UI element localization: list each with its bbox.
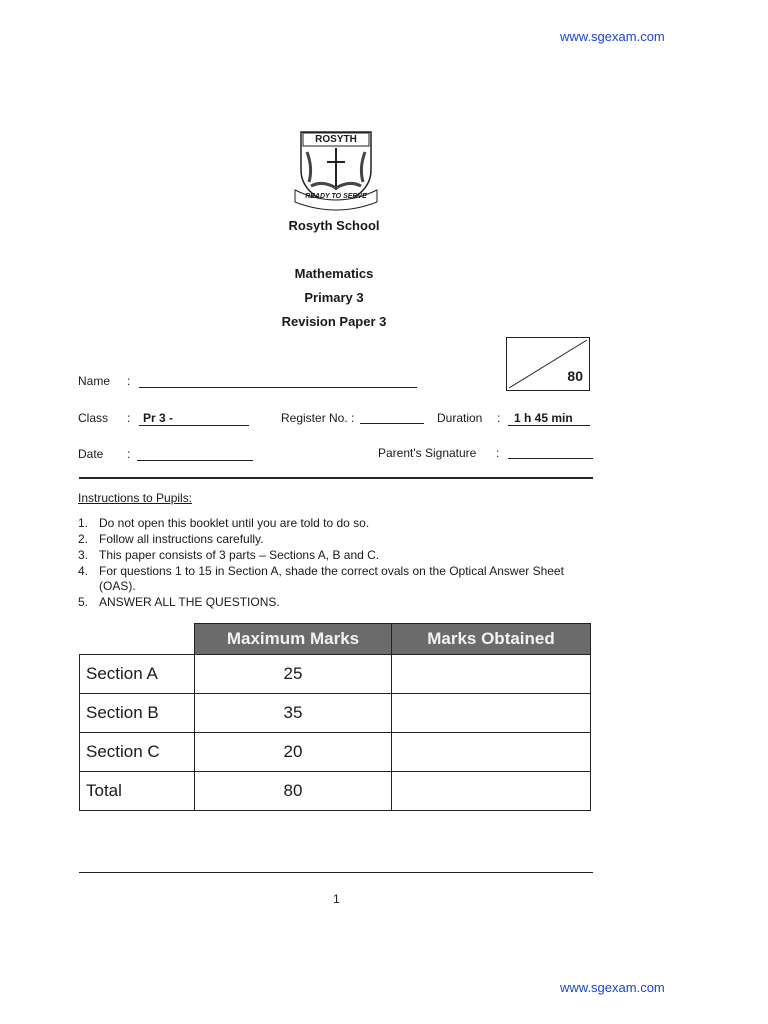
max-marks: 35 xyxy=(195,694,392,733)
instruction-text: Follow all instructions carefully. xyxy=(99,532,264,546)
class-value: Pr 3 - xyxy=(143,411,174,425)
section-name: Section B xyxy=(80,694,195,733)
date-field[interactable] xyxy=(137,460,253,461)
table-row xyxy=(80,694,591,733)
page-number: 1 xyxy=(333,892,340,906)
instruction-text: For questions 1 to 15 in Section A, shade the correct ovals on the Optical Answer Sheet (OAS). xyxy=(99,564,564,593)
colon: : xyxy=(497,411,501,425)
table-row xyxy=(80,772,591,811)
instructions-heading: Instructions to Pupils: xyxy=(78,491,193,505)
instruction-item xyxy=(78,516,598,531)
date-label: Date xyxy=(78,447,104,461)
max-marks: 20 xyxy=(195,733,392,772)
colon: : xyxy=(127,411,131,425)
instruction-number: 1. xyxy=(78,516,89,530)
section-name: Section A xyxy=(80,655,195,694)
footer-line xyxy=(79,872,593,873)
marks-table-header xyxy=(80,624,591,655)
instruction-item xyxy=(78,564,598,594)
marks-obtained-cell[interactable] xyxy=(392,733,591,772)
instruction-number: 3. xyxy=(78,548,89,562)
class-label: Class xyxy=(78,411,109,425)
max-marks: 25 xyxy=(195,655,392,694)
instruction-text: This paper consists of 3 parts – Sections A, B and C. xyxy=(99,548,380,562)
table-row xyxy=(80,733,591,772)
register-label: Register No. : xyxy=(281,411,355,425)
header-blank-cell xyxy=(80,624,195,655)
parent-signature-field[interactable] xyxy=(508,458,593,459)
paper-title: Revision Paper 3 xyxy=(281,314,387,329)
marks-table xyxy=(79,623,591,811)
instruction-item xyxy=(78,532,598,547)
marks-obtained-cell[interactable] xyxy=(392,655,591,694)
subject-title: Mathematics xyxy=(294,266,374,281)
score-total: 80 xyxy=(567,368,583,384)
marks-obtained-cell[interactable] xyxy=(392,694,591,733)
instruction-text: ANSWER ALL THE QUESTIONS. xyxy=(99,595,280,609)
level-title: Primary 3 xyxy=(304,290,364,305)
instruction-text: Do not open this booklet until you are told to do so. xyxy=(99,516,370,530)
name-field[interactable] xyxy=(139,387,417,388)
score-box xyxy=(506,337,590,391)
instruction-item xyxy=(78,548,598,563)
header-marks-obtained: Marks Obtained xyxy=(392,624,591,655)
instruction-number: 5. xyxy=(78,595,89,609)
school-name: Rosyth School xyxy=(288,218,380,233)
footer-link[interactable]: www.sgexam.com xyxy=(560,980,665,995)
colon: : xyxy=(496,446,500,460)
colon: : xyxy=(127,374,131,388)
duration-label: Duration xyxy=(437,411,483,425)
duration-field xyxy=(508,425,590,426)
header-maximum-marks: Maximum Marks xyxy=(195,624,392,655)
instruction-number: 2. xyxy=(78,532,89,546)
duration-value: 1 h 45 min xyxy=(514,411,573,425)
instruction-number: 4. xyxy=(78,564,89,578)
parent-signature-label: Parent's Signature xyxy=(378,446,477,460)
separator-line xyxy=(79,477,593,479)
register-field[interactable] xyxy=(360,423,424,424)
section-name: Total xyxy=(80,772,195,811)
class-field[interactable] xyxy=(139,425,249,426)
crest-motto: READY TO SERVE xyxy=(305,193,367,200)
marks-obtained-cell[interactable] xyxy=(392,772,591,811)
crest-banner-text: ROSYTH xyxy=(315,134,357,145)
instruction-item xyxy=(78,595,598,610)
section-name: Section C xyxy=(80,733,195,772)
school-crest xyxy=(293,128,379,212)
header-link[interactable]: www.sgexam.com xyxy=(560,29,665,44)
table-row xyxy=(80,655,591,694)
name-label: Name xyxy=(78,374,111,388)
colon: : xyxy=(127,447,131,461)
max-marks: 80 xyxy=(195,772,392,811)
